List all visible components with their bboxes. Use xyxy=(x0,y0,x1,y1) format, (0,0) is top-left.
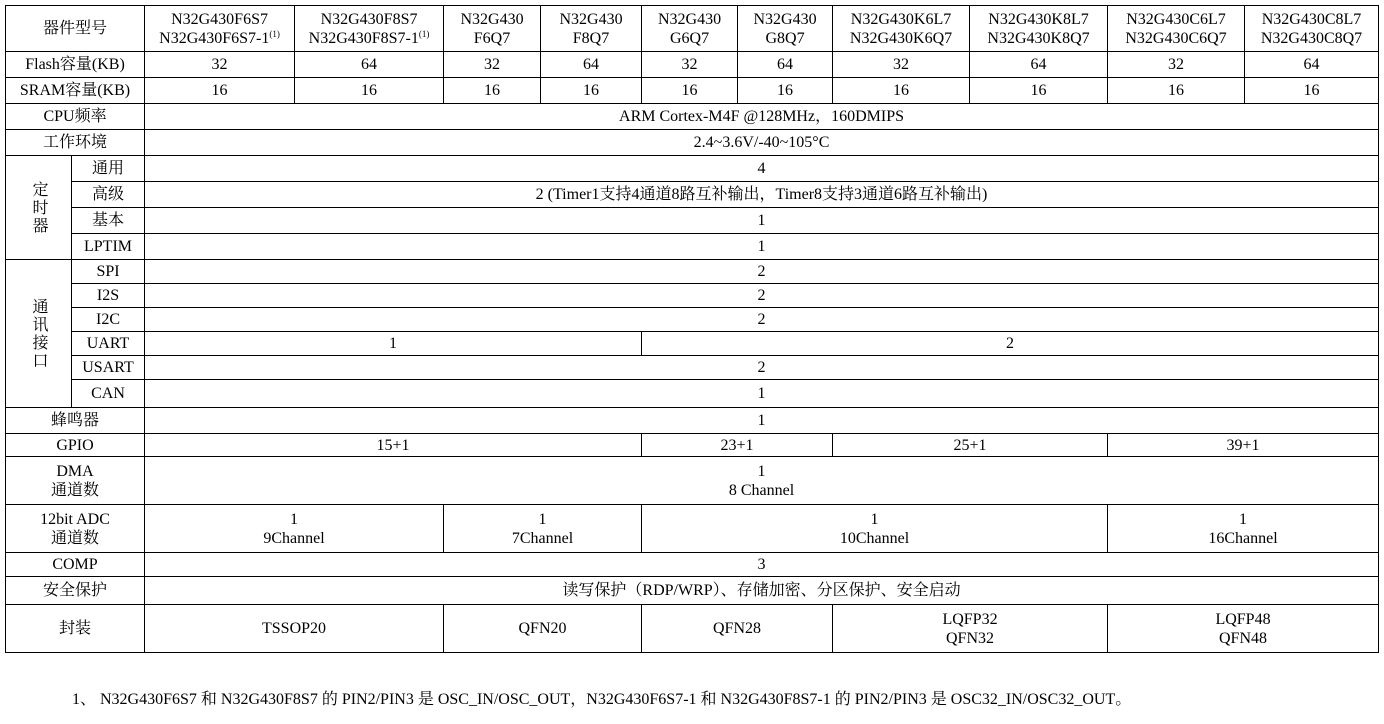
sram-value: 16 xyxy=(833,78,970,104)
gpio-value: 39+1 xyxy=(1108,434,1379,457)
cpu-label: CPU频率 xyxy=(6,104,145,130)
comm-spi-value: 2 xyxy=(145,260,1379,284)
package-value: LQFP32 QFN32 xyxy=(833,605,1108,653)
model-header-row xyxy=(6,6,1379,52)
flash-row xyxy=(6,52,1379,78)
flash-value: 32 xyxy=(145,52,295,78)
comm-i2s-label: I2S xyxy=(72,284,145,308)
comm-i2s-value: 2 xyxy=(145,284,1379,308)
package-value: QFN28 xyxy=(642,605,833,653)
comm-spi-label: SPI xyxy=(72,260,145,284)
model-cell: N32G430C6L7 N32G430C6Q7 xyxy=(1108,6,1245,52)
dma-label: DMA 通道数 xyxy=(6,457,145,505)
security-label: 安全保护 xyxy=(6,577,145,605)
comm-i2c-value: 2 xyxy=(145,308,1379,332)
package-value: TSSOP20 xyxy=(145,605,444,653)
comm-usart-value: 2 xyxy=(145,356,1379,380)
flash-value: 64 xyxy=(970,52,1108,78)
comp-label: COMP xyxy=(6,553,145,577)
model-cell: N32G430 G6Q7 xyxy=(642,6,738,52)
comm-usart-row xyxy=(6,356,1379,380)
sram-value: 16 xyxy=(295,78,444,104)
timer-lptim-row xyxy=(6,234,1379,260)
timer-basic-row xyxy=(6,208,1379,234)
buzzer-value: 1 xyxy=(145,408,1379,434)
sram-value: 16 xyxy=(970,78,1108,104)
gpio-value: 23+1 xyxy=(642,434,833,457)
timer-advanced-row xyxy=(6,182,1379,208)
comm-spi-row xyxy=(6,260,1379,284)
adc-value: 1 7Channel xyxy=(444,505,642,553)
comm-can-value: 1 xyxy=(145,380,1379,408)
model-cell: N32G430K8L7 N32G430K8Q7 xyxy=(970,6,1108,52)
flash-value: 64 xyxy=(541,52,642,78)
footnote: 1、 N32G430F6S7 和 N32G430F8S7 的 PIN2/PIN3 是 OSC_IN/OSC_OUT，N32G430F6S7-1 和 N32G430F8S7-1 的 PIN2/PIN3 是 OSC32_IN/OSC32_OUT。 xyxy=(72,691,1132,708)
sram-value: 16 xyxy=(541,78,642,104)
package-value: QFN20 xyxy=(444,605,642,653)
adc-value: 1 9Channel xyxy=(145,505,444,553)
comm-i2s-row xyxy=(6,284,1379,308)
timer-group-label: 定时器 xyxy=(6,156,72,260)
sram-value: 16 xyxy=(738,78,833,104)
model-cell: N32G430C8L7 N32G430C8Q7 xyxy=(1245,6,1379,52)
comm-uart-value: 2 xyxy=(642,332,1379,356)
comm-can-label: CAN xyxy=(72,380,145,408)
sram-value: 16 xyxy=(642,78,738,104)
comm-uart-value: 1 xyxy=(145,332,642,356)
model-cell: N32G430F8S7 N32G430F8S7-1$^{(1)}$ xyxy=(295,6,444,52)
timer-basic-label: 基本 xyxy=(72,208,145,234)
env-value: 2.4~3.6V/-40~105°C xyxy=(145,130,1379,156)
model-cell: N32G430 F6Q7 xyxy=(444,6,541,52)
dma-row xyxy=(6,457,1379,505)
buzzer-row xyxy=(6,408,1379,434)
sram-value: 16 xyxy=(1245,78,1379,104)
flash-value: 64 xyxy=(295,52,444,78)
adc-value: 1 10Channel xyxy=(642,505,1108,553)
model-cell: N32G430 G8Q7 xyxy=(738,6,833,52)
comm-i2c-row xyxy=(6,308,1379,332)
comp-value: 3 xyxy=(145,553,1379,577)
package-label: 封装 xyxy=(6,605,145,653)
sram-label: SRAM容量(KB) xyxy=(6,78,145,104)
comm-group-label: 通讯接口 xyxy=(6,260,72,408)
sram-row xyxy=(6,78,1379,104)
timer-lptim-label: LPTIM xyxy=(72,234,145,260)
env-label: 工作环境 xyxy=(6,130,145,156)
comp-row xyxy=(6,553,1379,577)
model-cell: N32G430F6S7 N32G430F6S7-1$^{(1)}$ xyxy=(145,6,295,52)
security-row xyxy=(6,577,1379,605)
comm-i2c-label: I2C xyxy=(72,308,145,332)
flash-value: 64 xyxy=(738,52,833,78)
model-cell: N32G430K6L7 N32G430K6Q7 xyxy=(833,6,970,52)
flash-value: 64 xyxy=(1245,52,1379,78)
flash-value: 32 xyxy=(833,52,970,78)
flash-value: 32 xyxy=(1108,52,1245,78)
comm-usart-label: USART xyxy=(72,356,145,380)
timer-lptim-value: 1 xyxy=(145,234,1379,260)
cpu-row xyxy=(6,104,1379,130)
comm-can-row xyxy=(6,380,1379,408)
gpio-label: GPIO xyxy=(6,434,145,457)
package-row xyxy=(6,605,1379,653)
timer-general-row xyxy=(6,156,1379,182)
adc-row xyxy=(6,505,1379,553)
timer-general-label: 通用 xyxy=(72,156,145,182)
flash-value: 32 xyxy=(642,52,738,78)
timer-basic-value: 1 xyxy=(145,208,1379,234)
cpu-value: ARM Cortex-M4F @128MHz，160DMIPS xyxy=(145,104,1379,130)
spec-table xyxy=(5,5,1379,653)
model-cell: N32G430 F8Q7 xyxy=(541,6,642,52)
dma-value: 1 8 Channel xyxy=(145,457,1379,505)
timer-general-value: 4 xyxy=(145,156,1379,182)
flash-label: Flash容量(KB) xyxy=(6,52,145,78)
adc-label: 12bit ADC 通道数 xyxy=(6,505,145,553)
sram-value: 16 xyxy=(1108,78,1245,104)
package-value: LQFP48 QFN48 xyxy=(1108,605,1379,653)
model-header-label: 器件型号 xyxy=(6,6,145,52)
gpio-row xyxy=(6,434,1379,457)
comm-uart-row xyxy=(6,332,1379,356)
flash-value: 32 xyxy=(444,52,541,78)
sram-value: 16 xyxy=(444,78,541,104)
gpio-value: 15+1 xyxy=(145,434,642,457)
env-row xyxy=(6,130,1379,156)
sram-value: 16 xyxy=(145,78,295,104)
timer-advanced-label: 高级 xyxy=(72,182,145,208)
timer-advanced-value: 2 (Timer1支持4通道8路互补输出，Timer8支持3通道6路互补输出) xyxy=(145,182,1379,208)
adc-value: 1 16Channel xyxy=(1108,505,1379,553)
gpio-value: 25+1 xyxy=(833,434,1108,457)
comm-uart-label: UART xyxy=(72,332,145,356)
buzzer-label: 蜂鸣器 xyxy=(6,408,145,434)
security-value: 读写保护（RDP/WRP）、存储加密、分区保护、安全启动 xyxy=(145,577,1379,605)
